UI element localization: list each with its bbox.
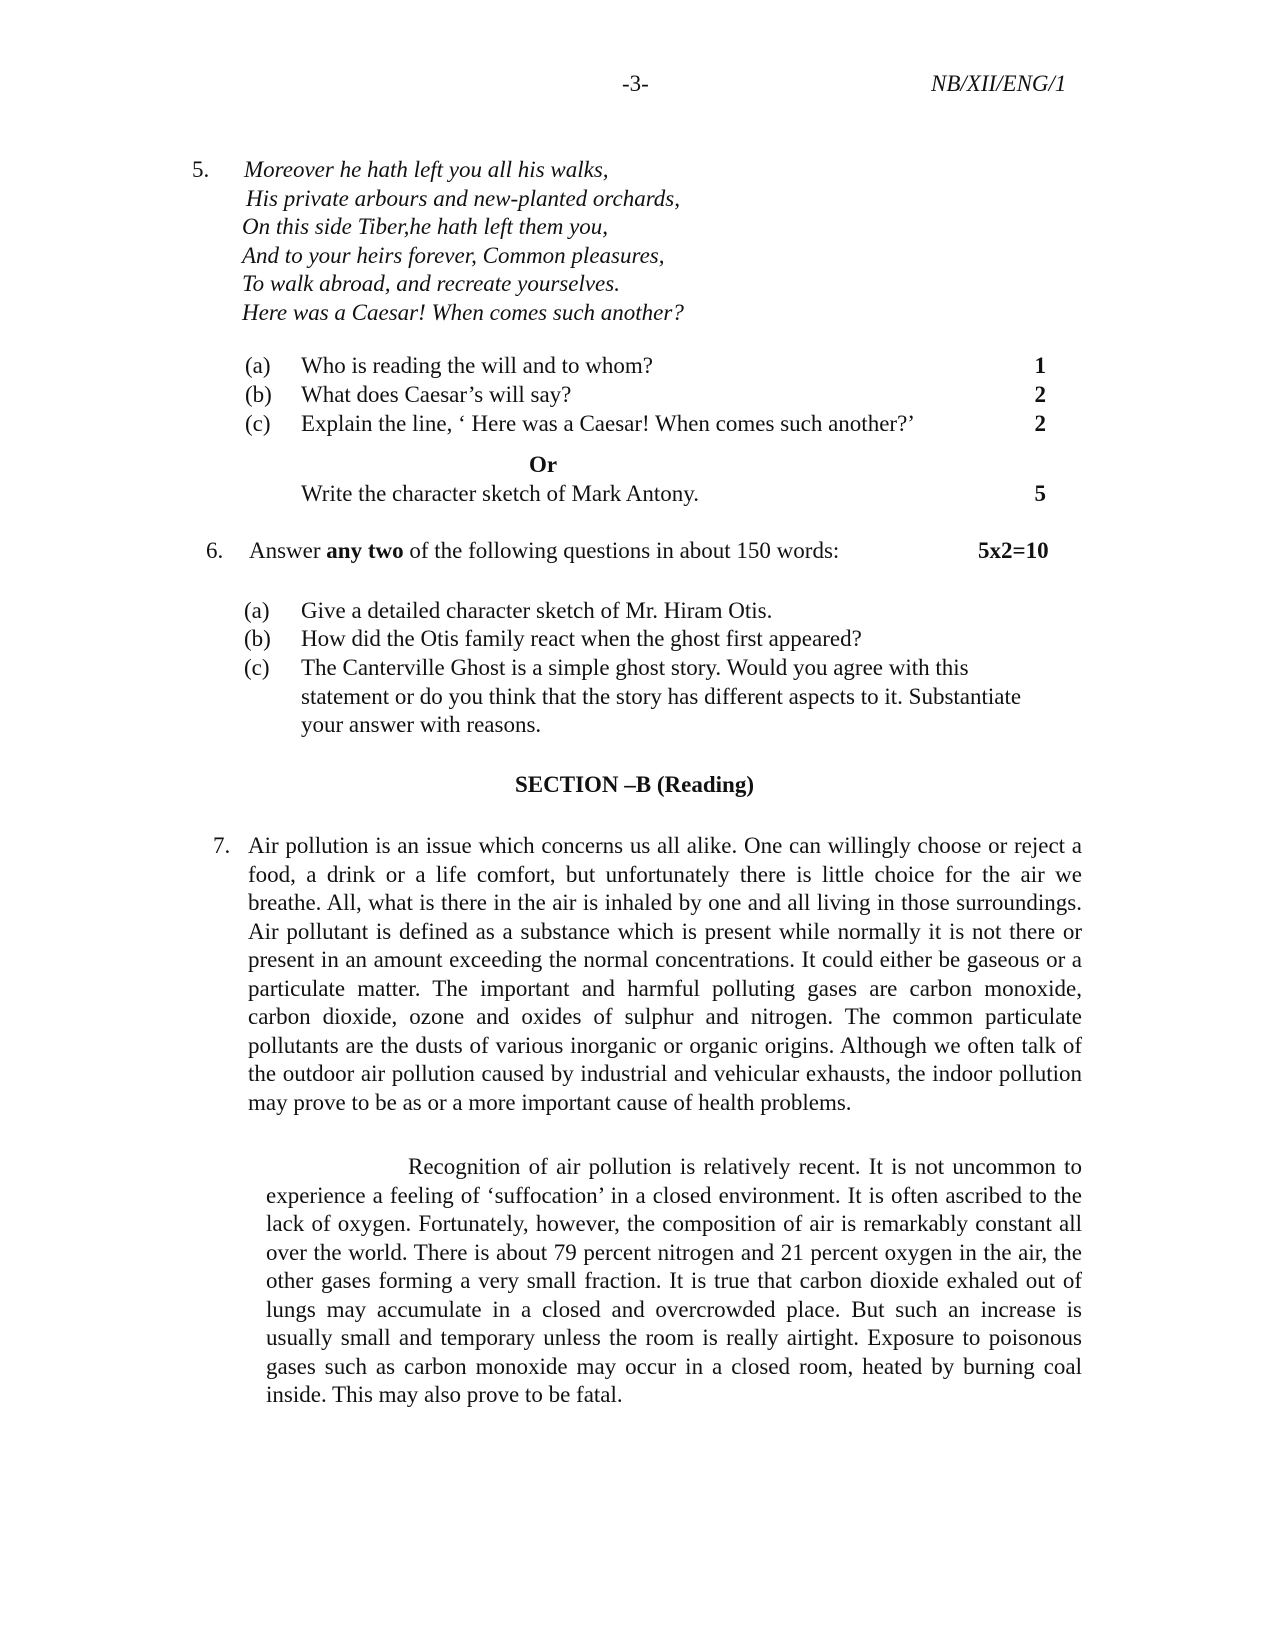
paper-code: NB/XII/ENG/1 bbox=[931, 71, 1067, 96]
sub-label: (b) bbox=[245, 382, 272, 407]
passage-paragraph-2: Recognition of air pollution is relatively recent. It is not uncommon to experience a feeling of ‘suffocation’ in a closed environment. It is often ascribed to the lack of oxygen. Fortunately, however, the composition of air is remarkably constant all over the world. There is about 79 percent nitrogen and 21 percent oxygen in the air, the other gases forming a very small fraction. It is true that carbon dioxide exhaled out of lungs may accumulate in a closed and overcrowded place. But such an increase is usually small and temporary unless the room is really airtight. Exposure to poisonous gases such as carbon monoxide may occur in a closed room, heated by burning coal inside. This may also prove to be fatal. bbox=[266, 1154, 1082, 1407]
sub-label: (c) bbox=[244, 655, 270, 680]
marks: 2 bbox=[1034, 382, 1046, 407]
marks: 2 bbox=[1034, 411, 1046, 436]
or-separator: Or bbox=[529, 452, 558, 477]
question-6-number: 6. bbox=[206, 538, 224, 563]
sub-text: Explain the line, ‘ Here was a Caesar! When comes such another?’ bbox=[301, 411, 915, 436]
question-6-prompt bbox=[249, 537, 839, 566]
poem-line: And to your heirs forever, Common pleasures, bbox=[242, 242, 665, 268]
prompt-text: Answer bbox=[249, 538, 327, 563]
sub-text: How did the Otis family react when the ghost first appeared? bbox=[301, 626, 862, 651]
sub-text: Write the character sketch of Mark Antony. bbox=[301, 481, 700, 506]
section-b-title bbox=[0, 771, 1275, 800]
marks: 1 bbox=[1034, 353, 1046, 378]
passage-paragraph-1: Air pollution is an issue which concerns us all alike. One can willingly choose or reject a food, a drink or a life comfort, but unfortunately there is little choice for the air we breathe. All, what is there in the air is inhaled by one and all living in those surroundings. Air pollutant is defined as a substance which is present while normally it is not there or present in an amount exceeding the normal concentrations. It could either be gaseous or a particulate matter. The important and harmful polluting gases are carbon monoxide, carbon dioxide, ozone and oxides of sulphur and nitrogen. The common particulate pollutants are the dusts of various inorganic or organic origins. Although we often talk of the outdoor air pollution caused by industrial and vehicular exhausts, the indoor pollution may prove to be as or a more important cause of health problems. bbox=[248, 833, 1082, 1115]
sub-label: (a) bbox=[245, 353, 271, 378]
sub-text: Who is reading the will and to whom? bbox=[301, 353, 653, 378]
page-number: -3- bbox=[622, 71, 649, 96]
poem-line: Here was a Caesar! When comes such another? bbox=[242, 299, 684, 325]
marks: 5 bbox=[1034, 481, 1046, 506]
poem-line: To walk abroad, and recreate yourselves. bbox=[242, 271, 620, 296]
section-title-text: SECTION –B (Reading) bbox=[515, 772, 754, 797]
poem-line: On this side Tiber,he hath left them you, bbox=[242, 214, 609, 239]
sub-text: What does Caesar’s will say? bbox=[301, 382, 572, 407]
poem-line: Moreover he hath left you all his walks, bbox=[244, 157, 609, 182]
question-5-poem bbox=[244, 156, 684, 327]
poem-line: His private arbours and new-planted orchards, bbox=[246, 185, 681, 211]
sub-label: (b) bbox=[244, 626, 271, 651]
sub-text: Give a detailed character sketch of Mr. Hiram Otis. bbox=[301, 598, 773, 623]
question-6c-text: The Canterville Ghost is a simple ghost story. Would you agree with this statement or do you think that the story has different aspects to it. Substantiate your answer with reasons. bbox=[301, 655, 1022, 737]
sub-label: (c) bbox=[245, 411, 271, 436]
prompt-text: of the following questions in about 150 words: bbox=[403, 538, 840, 563]
question-6-marks: 5x2=10 bbox=[978, 538, 1049, 563]
question-5-number: 5. bbox=[192, 157, 210, 182]
sub-label: (a) bbox=[244, 598, 270, 623]
prompt-emphasis: any two bbox=[326, 538, 404, 563]
question-7-number: 7. bbox=[213, 833, 231, 858]
